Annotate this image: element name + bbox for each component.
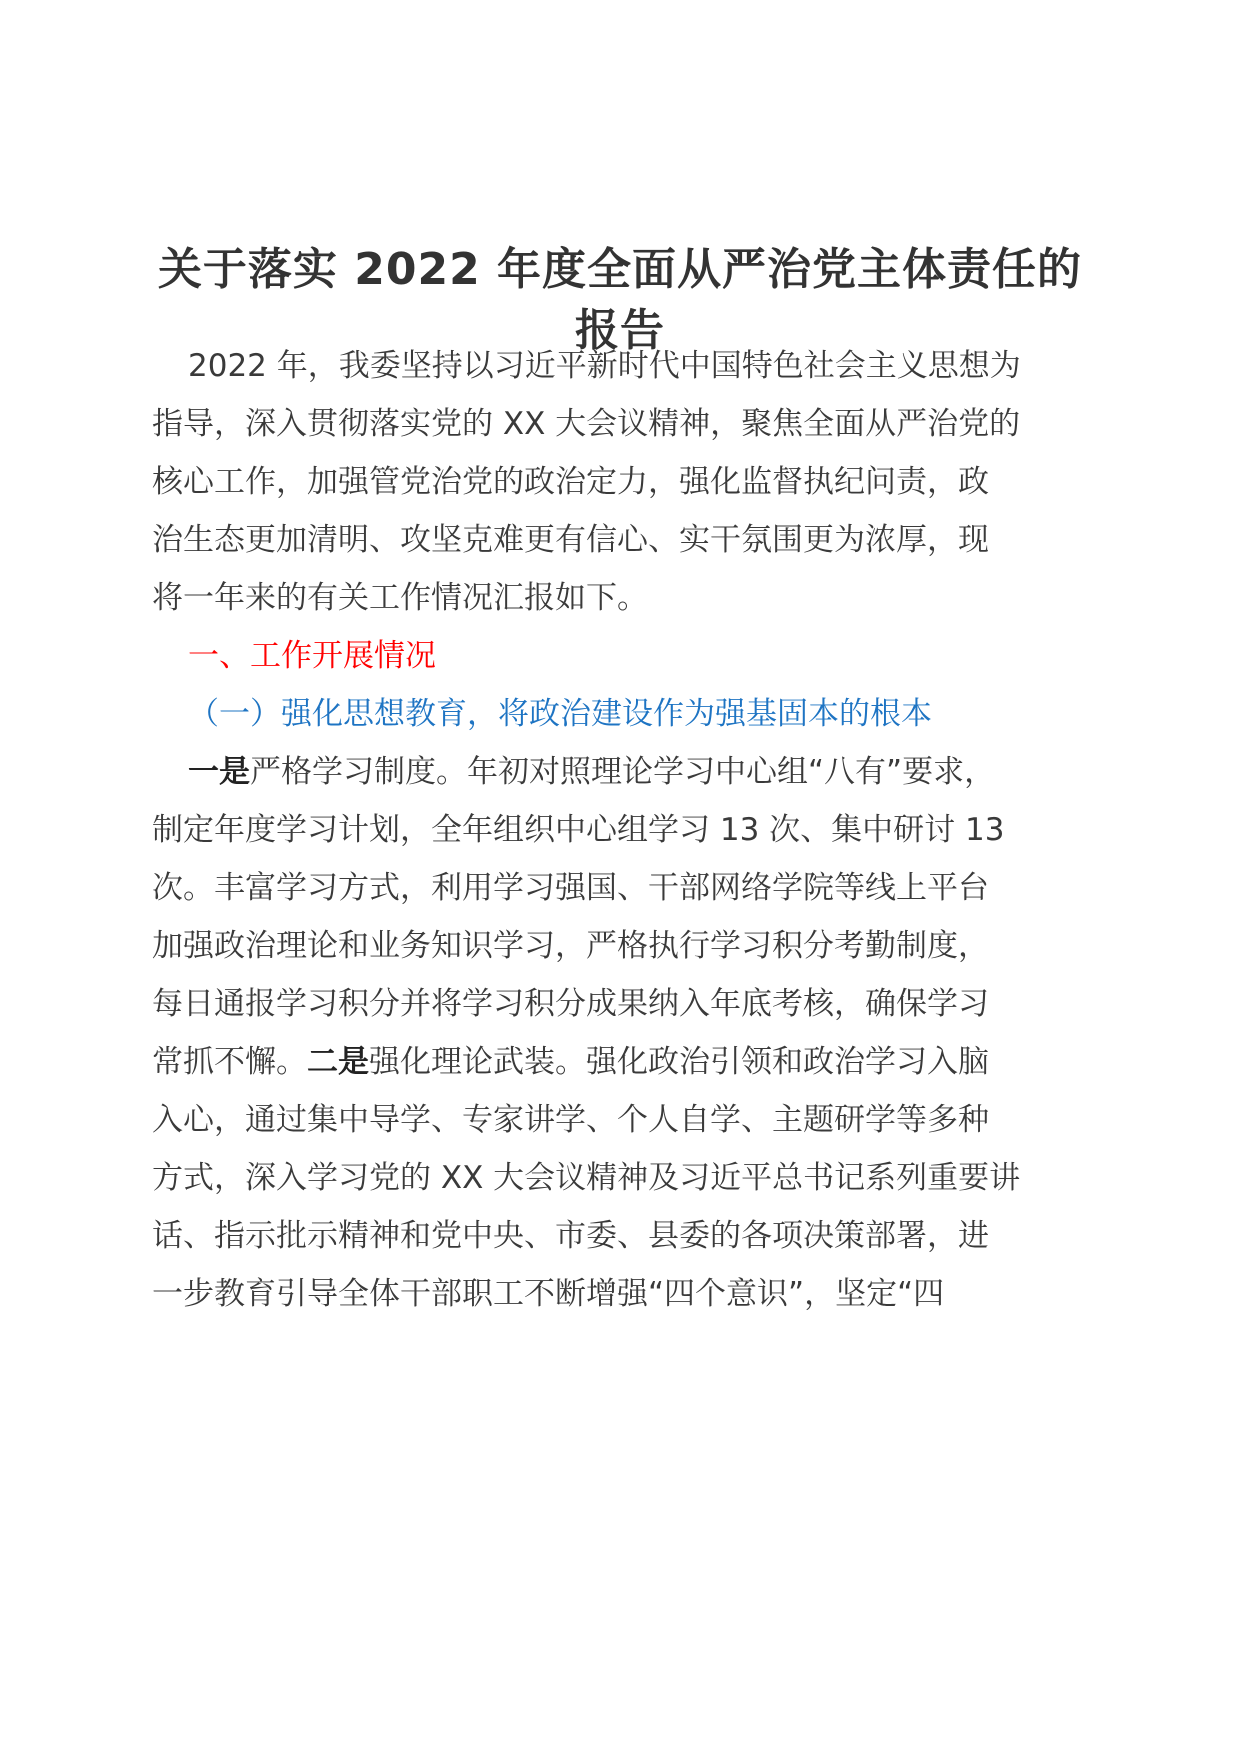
intro-line-5: 将一年来的有关工作情况汇报如下。 — [152, 580, 648, 616]
paragraph-text: 强化理论武装。强化政治引领和政治学习入脑 — [369, 1044, 989, 1080]
paragraph-line-7: 入心，通过集中导学、专家讲学、个人自学、主题研学等多种 — [152, 1102, 989, 1138]
lead-term-1: 一是 — [188, 754, 250, 790]
paragraph-line-8: 方式，深入学习党的 XX 大会议精神及习近平总书记系列重要讲 — [152, 1160, 1021, 1196]
document-title-line-2: 报告 — [575, 305, 665, 356]
intro-line-1: 2022 年，我委坚持以习近平新时代中国特色社会主义思想为 — [188, 348, 1021, 384]
intro-line-4: 治生态更加清明、攻坚克难更有信心、实干氛围更为浓厚，现 — [152, 522, 989, 558]
paragraph-line-10: 一步教育引导全体干部职工不断增强“四个意识”，坚定“四 — [152, 1276, 945, 1312]
paragraph-line-3: 次。丰富学习方式，利用学习强国、干部网络学院等线上平台 — [152, 870, 989, 906]
paragraph-line-9: 话、指示批示精神和党中央、市委、县委的各项决策部署，进 — [152, 1218, 989, 1254]
subsection-heading: （一）强化思想教育，将政治建设作为强基固本的根本 — [188, 696, 932, 732]
intro-line-3: 核心工作，加强管党治党的政治定力，强化监督执纪问责，政 — [152, 464, 989, 500]
paragraph-text: 常抓不懈。 — [152, 1044, 307, 1080]
paragraph-line-6 — [152, 1042, 989, 1082]
document-title-line-1: 关于落实 2022 年度全面从严治党主体责任的 — [157, 244, 1083, 295]
intro-line-2: 指导，深入贯彻落实党的 XX 大会议精神，聚焦全面从严治党的 — [152, 406, 1021, 442]
paragraph-line-5: 每日通报学习积分并将学习积分成果纳入年底考核，确保学习 — [152, 986, 989, 1022]
section-heading: 一、工作开展情况 — [188, 638, 436, 674]
paragraph-line-4: 加强政治理论和业务知识学习，严格执行学习积分考勤制度， — [152, 928, 989, 964]
paragraph-text: 严格学习制度。年初对照理论学习中心组“八有”要求， — [250, 754, 996, 790]
paragraph-line-2: 制定年度学习计划，全年组织中心组学习 13 次、集中研讨 13 — [152, 812, 1005, 848]
lead-term-2: 二是 — [307, 1044, 369, 1080]
paragraph-line-1 — [188, 752, 995, 792]
